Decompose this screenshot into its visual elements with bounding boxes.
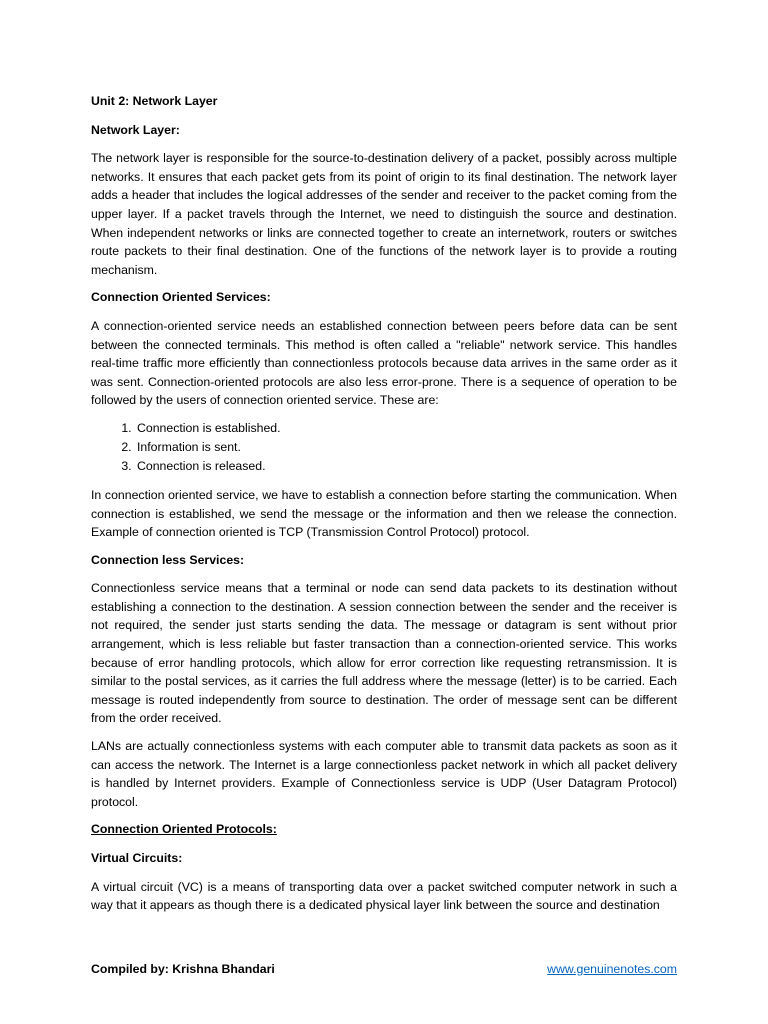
connectionless-heading: Connection less Services: [91,552,245,567]
document-page [91,92,677,924]
connectionless-paragraph-2: LANs are actually connectionless systems with each computer able to transmit data packets as soon as it can access the network. The Internet is a large connectionless packet network in which all packet delivery is handled by Internet providers. Example of Connectionless service is UDP (User Datagram Protocol) protocol. [91,739,677,809]
footer-link[interactable]: www.genuinenotes.com [547,962,677,976]
footer-author: Compiled by: Krishna Bhandari [91,962,275,976]
connection-oriented-paragraph: A connection-oriented service needs an established connection between peers before data can be sent between the connected terminals. This method is often called a "reliable" network service. This handles real-time traffic more efficiently than connectionless protocols because data arrives in the same order as it was sent. Connection-oriented protocols are also less error-prone. There is a sequence of operation to be followed by the users of connection oriented service. These are: [91,318,677,408]
list-item: 2. Information is sent. [135,438,677,457]
virtual-circuits-heading: Virtual Circuits: [91,851,183,865]
protocols-heading: Connection Oriented Protocols: [91,822,277,837]
connection-oriented-heading: Connection Oriented Services: [91,290,271,305]
list-item: 3. Connection is released. [135,457,677,476]
connection-oriented-paragraph-2: In connection oriented service, we have to establish a connection before starting the communication. When connection is established, we send the message or the information and then we release the connection. Example of connection oriented is TCP (Transmission Control Protocol) protocol. [91,487,677,540]
connection-steps-list [91,419,677,476]
network-layer-paragraph: The network layer is responsible for the source-to-destination delivery of a packet, possibly across multiple networks. It ensures that each packet gets from its point of origin to its final destination. The network layer adds a header that includes the logical addresses of the sender and receiver to the packet coming from the upper layer. If a packet travels through the Internet, we need to distinguish the source and destination. When independent networks or links are connected together to create an internetwork, routers or switches route packets to their final destination. One of the functions of the network layer is to provide a routing mechanism. [91,151,677,277]
page-footer [91,962,677,976]
unit-title: Unit 2: Network Layer [91,94,218,108]
virtual-circuits-paragraph: A virtual circuit (VC) is a means of transporting data over a packet switched computer network in such a way that it appears as though there is a dedicated physical layer link between the source and destination [91,879,677,913]
list-item: 1. Connection is established. [135,419,677,438]
connectionless-paragraph: Connectionless service means that a terminal or node can send data packets to its destination without establishing a connection to the destination. A session connection between the sender and the receiver is not required, the sender just starts sending the data. The message or datagram is sent without prior arrangement, which is less reliable but faster transaction than a connection-oriented service. This works because of error handling protocols, which allow for error correction like requesting retransmission. It is similar to the postal services, as it carries the full address where the message (letter) is to be carried. Each message is routed independently from source to destination. The order of message sent can be different from the order received. [91,581,677,726]
network-layer-heading: Network Layer: [91,122,180,137]
